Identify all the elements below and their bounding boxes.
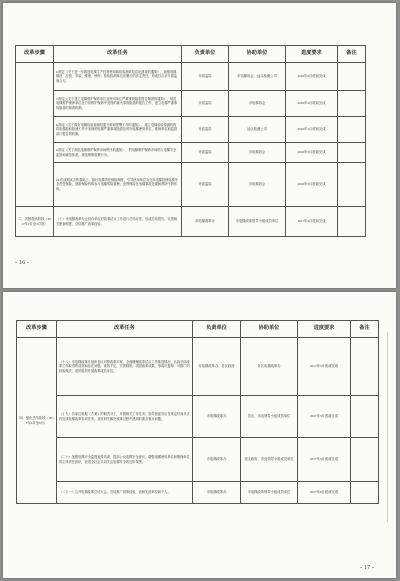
lead-cell: 市质监局 xyxy=(182,143,229,163)
header-assist: 协助单位 xyxy=(241,321,298,338)
task-cell: 6.制定《关于进一步推进电梯生产经营使用和检验测试信息化建设的通知》，加强电梯制造、经营、安装、维保、使用、检验检测单位应履行的法定责任，形成综合多方面监督合力。 xyxy=(54,63,182,91)
assist-cell: 市电梯协会 xyxy=(229,163,286,207)
table-row xyxy=(16,163,366,207)
task-cell: 9.制定《关于规范电梯维护保养市场秩序的通知》，把电梯维护保养市场纳入电梯安全监管和诚信体系，规范维保收费行为。 xyxy=(54,143,182,163)
header-progress: 进度要求 xyxy=(298,321,351,338)
assist-cell: 市电梯改革领导小组成员单位 xyxy=(229,207,286,237)
progress-cell: 2017年3月底前完成 xyxy=(298,338,351,396)
lead-cell: 市电梯改革办 xyxy=(182,207,229,237)
task-cell: （十九）各单位根据《方案》的职责分工，对照相关工作任务，指导督促各区在规定时间节点内完成电梯改革各项任务，及时研究解决改革过程中遇到的重点难点问题。 xyxy=(57,396,193,438)
task-cell: （十八）市电梯改革办组织各区对照改革方案，全面梳理改革试点工作推进情况，认真总结改革工作取得的成效和存在问题，查找不足，完善制度，巩固改革成果，形成可复制、可推广的经验做法，适时组织开展改革成效评估。 xyxy=(57,338,193,396)
lead-cell: 市质监局 xyxy=(182,163,229,207)
lead-cell: 市质监局 xyxy=(182,91,229,117)
progress-cell: 2016年3月底前完成 xyxy=(286,163,338,207)
lead-cell: 市质监局 xyxy=(182,63,229,91)
progress-cell: 2017年6月底前完成 xyxy=(298,482,351,504)
document-page-16 xyxy=(3,3,396,288)
progress-cell: 2017年3月底前完成 xyxy=(298,438,351,482)
task-cell: （二十一）召开电梯改革总结大会，总结推广改革经验，表彰先进单位和个人。 xyxy=(57,482,193,504)
table-header-row xyxy=(17,321,379,338)
lead-cell: 市电梯改革办 xyxy=(193,438,241,482)
assist-cell: 各区、市直领导小组成员单位 xyxy=(241,396,298,438)
header-step: 改革步骤 xyxy=(17,321,57,338)
note-cell xyxy=(338,117,366,143)
progress-cell: 2017年3月底前完成 xyxy=(286,207,338,237)
lead-cell: 市电梯改革办 xyxy=(193,482,241,504)
table-row xyxy=(16,207,366,237)
table-row xyxy=(16,91,366,117)
note-cell xyxy=(338,91,366,117)
table-row xyxy=(17,482,379,504)
task-cell: （二十）加强电梯安全监管宣传培训，提高公众电梯安全意识，增强电梯使用单位和维保单位的主体责任意识，营造全社会共同关注电梯安全的良好氛围。 xyxy=(57,438,193,482)
stage-cell: 四、强化总结阶段（2017年4月至6月） xyxy=(17,338,57,504)
table-row xyxy=(17,438,379,482)
assist-cell: 汕头检测公司 xyxy=(229,117,286,143)
task-cell: 7.制定《关于建立电梯维护保养单位及使用单位严重事故隐患报告制度的通知》，规范电梯维护保养单位在日常维护保养中发现的重大事故隐患的报告工作，建立电梯严重事故隐患的排查机制。 xyxy=(54,91,182,117)
note-cell xyxy=(338,63,366,91)
header-note: 备注 xyxy=(338,46,366,63)
note-cell xyxy=(338,207,366,237)
note-cell xyxy=(338,143,366,163)
page-fold-line xyxy=(387,332,388,522)
table-row xyxy=(16,117,366,143)
assist-cell: 市电梯协会、汕头检测公司 xyxy=(229,63,286,91)
header-progress: 进度要求 xyxy=(286,46,338,63)
stage-cell-empty xyxy=(16,63,54,207)
reform-table-page-17 xyxy=(16,320,379,504)
progress-cell: 2016年3月底前完成 xyxy=(286,63,338,91)
table-row xyxy=(17,338,379,396)
table-row xyxy=(16,143,366,163)
header-task: 改革任务 xyxy=(57,321,193,338)
table-header-row xyxy=(16,46,366,63)
page-number: - 16 - xyxy=(15,259,30,266)
assist-cell: 各区政府、市直领导小组成员单位 xyxy=(241,438,298,482)
assist-cell: 各区电梯改革办 xyxy=(241,338,298,396)
lead-cell: 市电梯改革办、各区政府 xyxy=(193,338,241,396)
note-cell xyxy=(351,338,379,396)
page-number: - 17 - xyxy=(359,564,374,571)
task-cell: （十）市电梯改革办会同各单位对改革试点工作进行总结评估，形成总结报告，完善相关配套制度，总结推广改革经验。 xyxy=(54,207,182,237)
assist-cell: 市电梯协会 xyxy=(229,143,286,163)
progress-cell: 2016年3月底前完成 xyxy=(286,143,338,163)
header-task: 改革任务 xyxy=(54,46,182,63)
header-lead: 负责单位 xyxy=(193,321,241,338)
note-cell xyxy=(338,163,366,207)
note-cell xyxy=(351,396,379,438)
table-row xyxy=(17,396,379,438)
lead-cell: 市质监局 xyxy=(182,117,229,143)
lead-cell: 市电梯改革办 xyxy=(193,396,241,438)
stage-cell: 二、巩固提高阶段（2017年1月至3月底） xyxy=(16,207,54,237)
header-assist: 协助单位 xyxy=(229,46,286,63)
reform-table-page-16 xyxy=(15,45,366,237)
table-row xyxy=(16,63,366,91)
task-cell: 10.在前期试点的基础上，推行电梯责任保险制度，引导使用单位为在用电梯投保电梯安全责任保险，鼓励保险机构参与电梯风险管理，发挥保险在电梯事故处置和预防中的作用。 xyxy=(54,163,182,207)
progress-cell: 2016年3月底前完成 xyxy=(286,91,338,117)
assist-cell: 市电梯协会 xyxy=(229,91,286,117)
document-page-17 xyxy=(3,292,396,578)
progress-cell: 2016年3月底前完成 xyxy=(286,117,338,143)
header-step: 改革步骤 xyxy=(16,46,54,63)
header-lead: 负责单位 xyxy=(182,46,229,63)
note-cell xyxy=(351,482,379,504)
assist-cell: 市电梯改革领导小组成员单位 xyxy=(241,482,298,504)
note-cell xyxy=(351,438,379,482)
header-note: 备注 xyxy=(351,321,379,338)
progress-cell: 2017年3月底前完成 xyxy=(298,396,351,438)
task-cell: 8.制定《关于做好电梯检验检测结果分析和预警工作的通知》，建立电梯检验检测机构将电梯检验检测工作中发现的电梯严重事故隐患及时向电梯使用单位、维保单位和监管部门报告的机制。 xyxy=(54,117,182,143)
